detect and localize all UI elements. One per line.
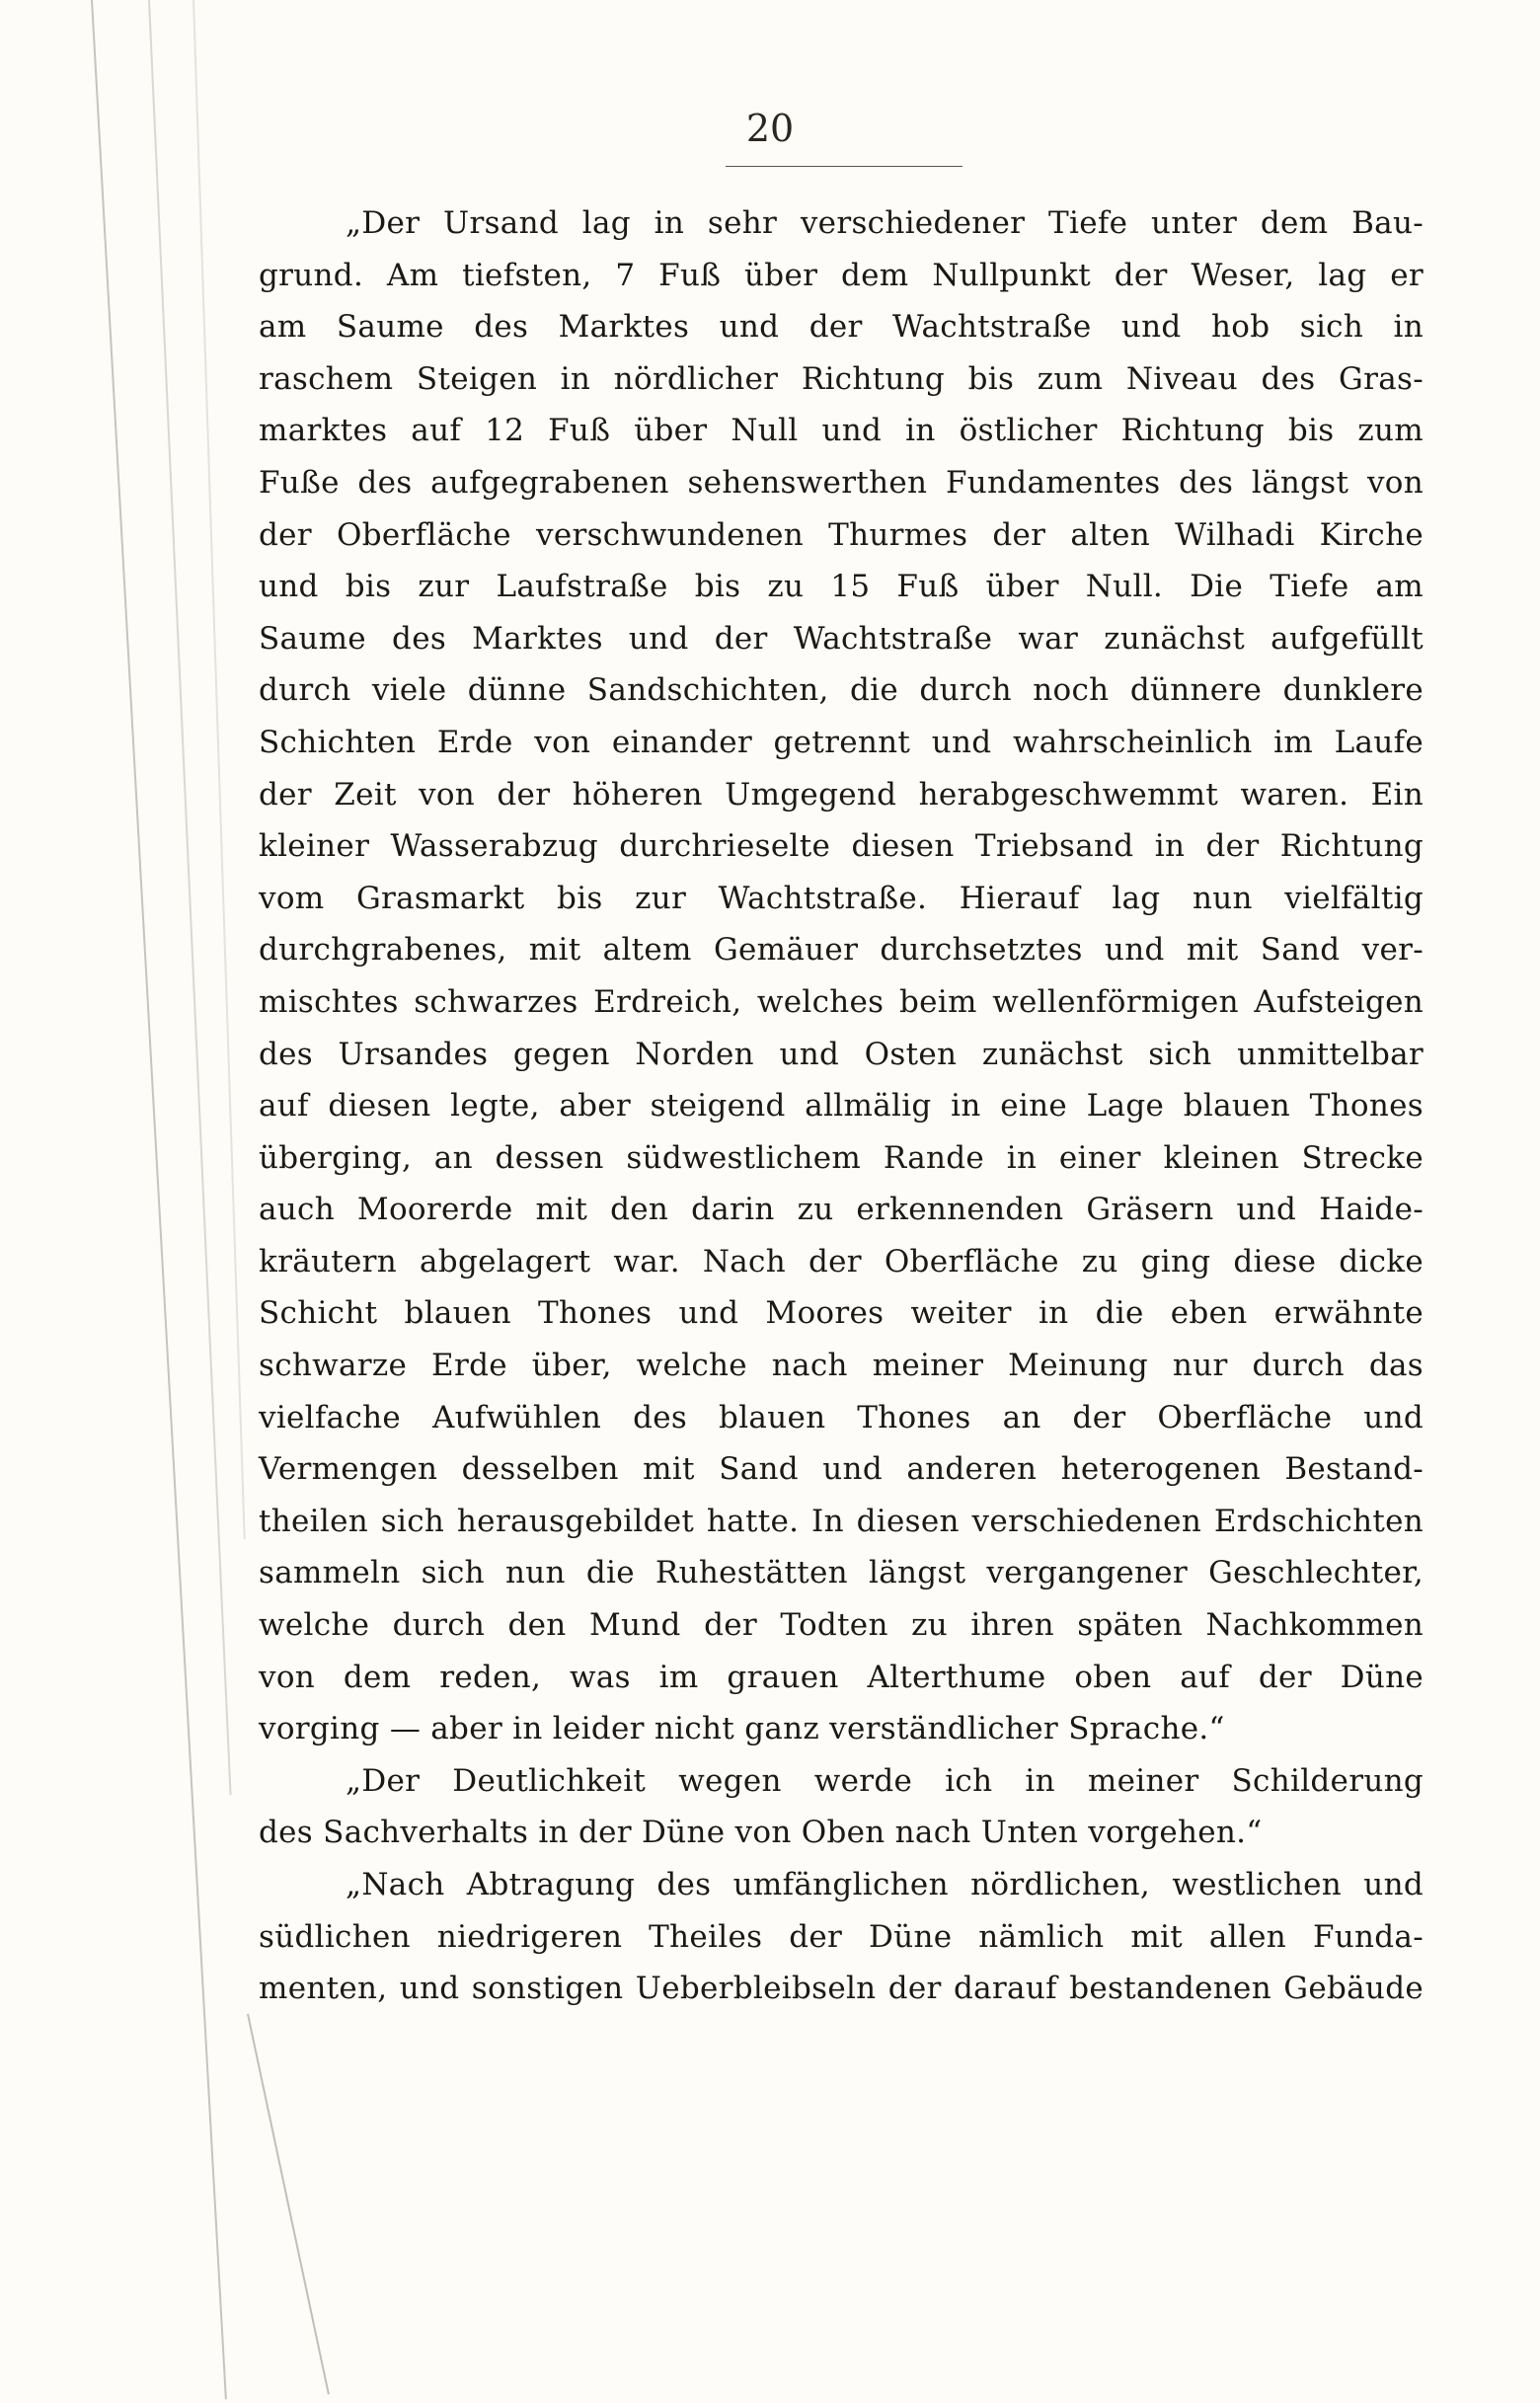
text-line: vielfache Aufwühlen des blauen Thones an der Oberfläche und (259, 1399, 1424, 1435)
body-text (259, 197, 1424, 2015)
text-line: raschem Steigen in nördlicher Richtung bis zum Niveau des Gras- (259, 360, 1424, 397)
text-line: theilen sich herausgebildet hatte. In diesen verschiedenen Erdschichten (259, 1503, 1424, 1539)
text-line: welche durch den Mund der Todten zu ihren späten Nachkommen (259, 1607, 1424, 1644)
text-line: überging, an dessen südwestlichem Rande in einer kleinen Strecke (259, 1139, 1424, 1176)
text-line: des Ursandes gegen Norden und Osten zunächst sich unmittelbar (259, 1036, 1424, 1072)
text-line: Schicht blauen Thones und Moores weiter in die eben erwähnte (259, 1295, 1424, 1332)
text-line: auch Moorerde mit den darin zu erkennenden Gräsern und Haide- (259, 1192, 1424, 1228)
text-line: Saume des Marktes und der Wachtstraße war zunächst aufgefüllt (259, 620, 1424, 657)
text-line: des Sachverhalts in der Düne von Oben nach Unten vorgehen.“ (259, 1815, 1263, 1851)
text-line: der Zeit von der höheren Umgegend herabgeschwemmt waren. Ein (259, 776, 1424, 813)
page-edge-shadow (247, 2014, 330, 2395)
text-line: kräutern abgelagert war. Nach der Oberfläche zu ging diese dicke (259, 1243, 1424, 1279)
text-line: am Saume des Marktes und der Wachtstraße und hob sich in (259, 309, 1424, 346)
text-line: auf diesen legte, aber steigend allmälig in eine Lage blauen Thones (259, 1088, 1424, 1124)
text-line: vom Grasmarkt bis zur Wachtstraße. Hierauf lag nun vielfältig (259, 880, 1424, 916)
text-line: südlichen niedrigeren Theiles der Düne nämlich mit allen Funda- (259, 1918, 1424, 1955)
text-line: von dem reden, was im grauen Alterthume oben auf der Düne (259, 1659, 1424, 1695)
text-line: kleiner Wasserabzug durchrieselte diesen Triebsand in der Richtung (259, 828, 1424, 865)
text-line: vorging — aber in leider nicht ganz verständlicher Sprache.“ (259, 1711, 1225, 1747)
header-rule (726, 166, 962, 167)
text-line: schwarze Erde über, welche nach meiner Meinung nur durch das (259, 1348, 1424, 1384)
text-line: der Oberfläche verschwundenen Thurmes der alten Wilhadi Kirche (259, 516, 1424, 553)
page-number: 20 (745, 107, 795, 150)
text-line: sammeln sich nun die Ruhestätten längst vergangener Geschlechter, (259, 1555, 1424, 1591)
page-edge-shadow (148, 0, 232, 1795)
text-line: Fuße des aufgegrabenen sehenswerthen Fundamentes des längst von (259, 464, 1424, 501)
text-line: „Der Ursand lag in sehr verschiedener Tiefe unter dem Bau- (346, 205, 1424, 241)
text-line: marktes auf 12 Fuß über Null und in östlicher Richtung bis zum (259, 413, 1424, 449)
text-line: Schichten Erde von einander getrennt und wahrscheinlich im Laufe (259, 724, 1424, 760)
text-line: durch viele dünne Sandschichten, die durch noch dünnere dunklere (259, 672, 1424, 709)
text-line: „Der Deutlichkeit wegen werde ich in meiner Schilderung (346, 1762, 1424, 1799)
text-line: mischtes schwarzes Erdreich, welches beim wellenförmigen Aufsteigen (259, 983, 1424, 1020)
text-line: Vermengen desselben mit Sand und anderen heterogenen Bestand- (259, 1451, 1424, 1488)
text-line: grund. Am tiefsten, 7 Fuß über dem Nullpunkt der Weser, lag er (259, 257, 1424, 293)
page-edge-shadow (192, 0, 246, 1539)
text-line: menten, und sonstigen Ueberbleibseln der darauf bestandenen Gebäude (259, 1971, 1424, 2007)
text-line: durchgrabenes, mit altem Gemäuer durchsetztes und mit Sand ver- (259, 932, 1424, 969)
page-edge-shadow (91, 0, 227, 2399)
text-line: und bis zur Laufstraße bis zu 15 Fuß über Null. Die Tiefe am (259, 569, 1424, 605)
text-line: „Nach Abtragung des umfänglichen nördlichen, westlichen und (346, 1867, 1424, 1902)
